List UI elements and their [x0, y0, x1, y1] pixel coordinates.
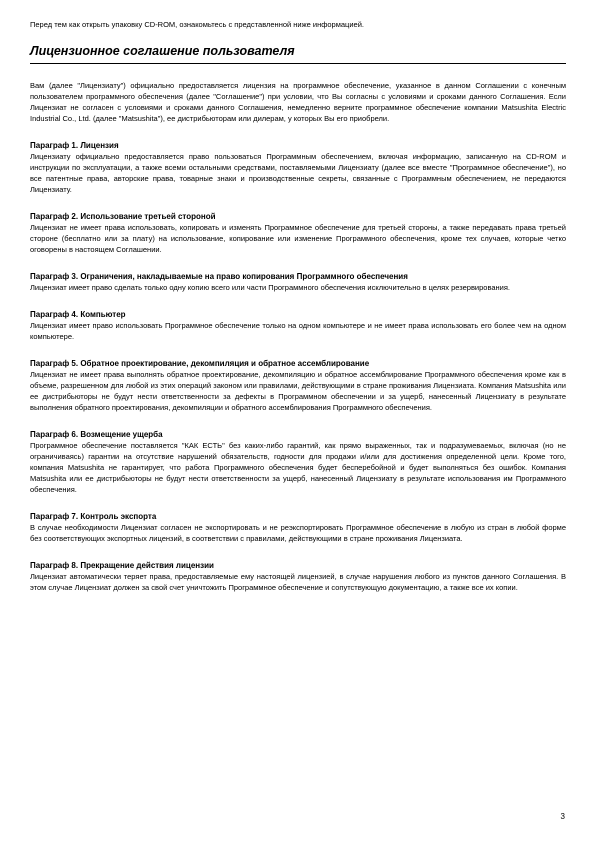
section-heading: Параграф 2. Использование третьей стороной [30, 212, 216, 221]
section-4 [30, 309, 566, 342]
section-body: Лицензиат не имеет права выполнять обратное проектирование, декомпиляцию и обратное ассемблирование Программного обеспечения кроме как в объеме, разрешенном для любой из этих операций законом или правилами, действующими в стране проживания Лицензиата. Компания Matsushita или ее дистрибьюторы не будут нести ответственности за дефекты в Программном обеспечении и за ущерб, нанесенный Лицензиату в результате выполнения обратного проектирования, декомпиляции и обратного ассемблирования Программного обеспечения. [30, 370, 566, 412]
section-7 [30, 511, 566, 544]
section-body: Лицензиат имеет право использовать Программное обеспечение только на одном компьютере и не имеет права использовать его более чем на одном компьютере. [30, 321, 566, 341]
document-page [30, 20, 566, 593]
section-heading: Параграф 4. Компьютер [30, 310, 126, 319]
section-heading: Параграф 8. Прекращение действия лицензии [30, 561, 214, 570]
section-2 [30, 211, 566, 255]
section-body: В случае необходимости Лицензиат согласен не экспортировать и не реэкспортировать Программное обеспечение в любую из стран в любой форме без соответствующих экспортных лицензий, в соответствии с правилами, действующими в стране проживания Лицензиата. [30, 523, 566, 543]
section-heading: Параграф 5. Обратное проектирование, декомпиляция и обратное ассемблирование [30, 359, 370, 368]
section-1 [30, 140, 566, 195]
section-heading: Параграф 3. Ограничения, накладываемые на право копирования Программного обеспечения [30, 272, 408, 281]
document-title: Лицензионное соглашение пользователя [30, 44, 295, 58]
section-6 [30, 429, 566, 495]
section-heading: Параграф 7. Контроль экспорта [30, 512, 157, 521]
page-number: 3 [560, 812, 565, 821]
section-heading: Параграф 6. Возмещение ущерба [30, 430, 163, 439]
intro-note: Перед тем как открыть упаковку CD-ROM, ознакомьтесь с представленной ниже информацией. [30, 20, 364, 29]
section-5 [30, 358, 566, 413]
title-block [30, 44, 566, 64]
section-body: Лицензиат имеет право сделать только одну копию всего или части Программного обеспечения исключительно в целях резервирования. [30, 283, 511, 292]
section-body: Лицензиату официально предоставляется право пользоваться Программным обеспечением, включая информацию, записанную на CD-ROM и инструкции по эксплуатации, а также всеми остальными средствами, поставляемыми Лицензиату (далее все вместе "Программное обеспечение"), но все патентные права, авторские права, товарные знаки и производственные секреты, связанные с Программным обеспечением, не передаются Лицензиату. [30, 152, 566, 194]
section-body: Лицензиат не имеет права использовать, копировать и изменять Программное обеспечение для третьей стороны, а также передавать права третьей стороне (бесплатно или за плату) на использование, копирование или изменение Программного обеспечения, кроме тех случаев, которые четко оговорены в настоящем Соглашении. [30, 223, 566, 254]
section-3 [30, 271, 566, 293]
section-body: Программное обеспечение поставляется "КАК ЕСТЬ" без каких-либо гарантий, как прямо выраженных, так и подразумеваемых, включая (но не ограничиваясь) гарантии на отсутствие нарушений обязательств, годности для продажи и/или для достижения определенной цели. Кроме того, компания Matsushita не гарантирует, что работа Программного обеспечения будет бесперебойной и будет выполняться без ошибок. Компания Matsushita или ее дистрибьюторы не будут нести ответственности за ущерб, нанесенный Лицензиату в результате использования им Программного обеспечения. [30, 441, 566, 494]
intro-paragraph: Вам (далее "Лицензиату") официально предоставляется лицензия на программное обеспечение, указанное в данном Соглашении с конечным пользователем программного обеспечения (далее "Соглашение") при условии, что Вы согласны с условиями и сроками данного Соглашения. Если Лицензиат не согласен с условиями и сроками данного Соглашения, немедленно верните программное обеспечение компании Matsushita Electric Industrial Co., Ltd. (далее "Matsushita"), ее дистрибьюторам или дилерам, у которых Вы его приобрели. [30, 81, 566, 123]
section-8 [30, 560, 566, 593]
section-body: Лицензиат автоматически теряет права, предоставляемые ему настоящей лицензией, в случае нарушения любого из пунктов данного Соглашения. В этом случае Лицензиат должен за свой счет уничтожить Программное обеспечение и сопутствующую документацию, а также все их копии. [30, 572, 566, 592]
section-heading: Параграф 1. Лицензия [30, 141, 119, 150]
